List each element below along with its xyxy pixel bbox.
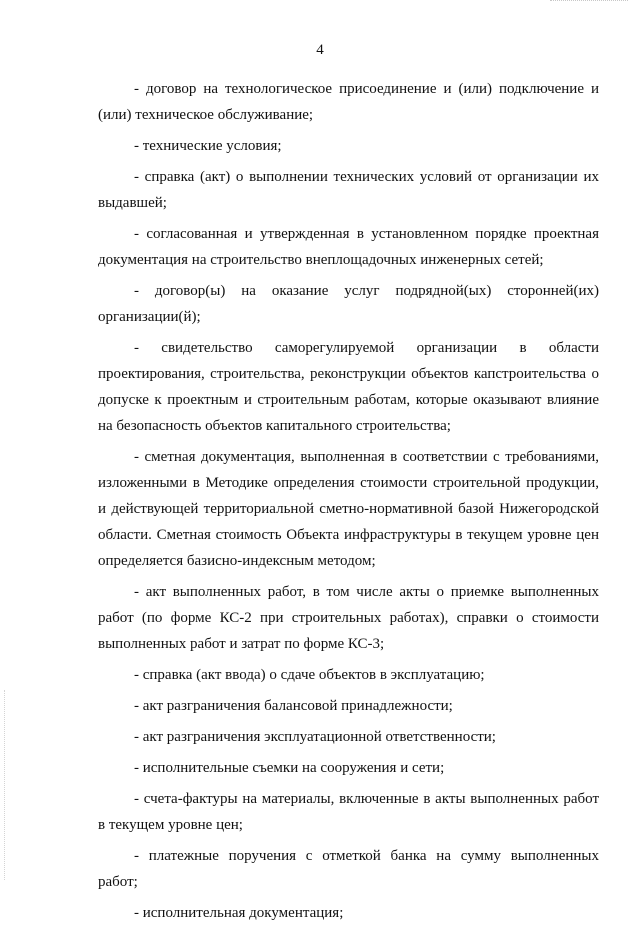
text-line: и действующей территориальной сметно-нормативной базой Нижегородской [98, 501, 599, 517]
list-item [98, 76, 599, 128]
list-item [98, 786, 599, 838]
text-line: работ; [98, 874, 138, 890]
text-line: работ (по форме КС-2 при строительных работах), справки о стоимости [98, 610, 599, 626]
text-line: (или) техническое обслуживание; [98, 107, 314, 123]
text-line: проектирования, строительства, реконструкции объектов капстроительства о [98, 366, 599, 382]
list-item [98, 221, 599, 273]
text-line: - договор(ы) на оказание услуг подрядной(ых) сторонней(их) [134, 283, 599, 299]
text-line: - сметная документация, выполненная в соответствии с требованиями, [134, 449, 599, 465]
text-line: - платежные поручения с отметкой банка на сумму выполненных [134, 848, 599, 864]
text-line: изложенными в Методике определения стоимости строительной продукции, [98, 475, 599, 491]
text-line: на безопасность объектов капитального строительства; [98, 418, 451, 434]
text-line: - акт выполненных работ, в том числе акты о приемке выполненных [134, 584, 599, 600]
document-body [98, 76, 599, 931]
text-line: организации(й); [98, 309, 201, 325]
list-item [98, 133, 599, 159]
text-line: - акт разграничения балансовой принадлежности; [134, 698, 453, 714]
text-line: - акт разграничения эксплуатационной ответственности; [134, 729, 496, 745]
text-line: в текущем уровне цен; [98, 817, 243, 833]
list-item [98, 164, 599, 216]
list-item [98, 900, 599, 926]
text-line: документация на строительство внеплощадочных инженерных сетей; [98, 252, 544, 268]
text-line: - договор на технологическое присоединение и (или) подключение и [134, 81, 599, 97]
scan-artifact-top [550, 0, 628, 3]
text-line: - исполнительная документация; [134, 905, 344, 921]
text-line: определяется базисно-индексным методом; [98, 553, 376, 569]
text-line: - свидетельство саморегулируемой организации в области [134, 340, 599, 356]
list-item [98, 755, 599, 781]
text-line: допуске к проектным и строительным работам, которые оказывают влияние [98, 392, 599, 408]
text-line: - справка (акт) о выполнении технических условий от организации их [134, 169, 599, 185]
list-item [98, 662, 599, 688]
list-item [98, 278, 599, 330]
list-item [98, 444, 599, 574]
list-item [98, 335, 599, 439]
scan-artifact-left [4, 690, 6, 880]
text-line: - согласованная и утвержденная в установленном порядке проектная [134, 226, 599, 242]
text-line: области. Сметная стоимость Объекта инфраструктуры в текущем уровне цен [98, 527, 599, 543]
list-item [98, 579, 599, 657]
text-line: - технические условия; [134, 138, 282, 154]
text-line: выполненных работ и затрат по форме КС-3; [98, 636, 385, 652]
list-item [98, 693, 599, 719]
text-line: - исполнительные съемки на сооружения и сети; [134, 760, 445, 776]
text-line: - счета-фактуры на материалы, включенные в акты выполненных работ [134, 791, 599, 807]
list-item [98, 843, 599, 895]
text-line: выдавшей; [98, 195, 167, 211]
list-item [98, 724, 599, 750]
text-line: - справка (акт ввода) о сдаче объектов в эксплуатацию; [134, 667, 485, 683]
page-number: 4 [316, 42, 324, 58]
